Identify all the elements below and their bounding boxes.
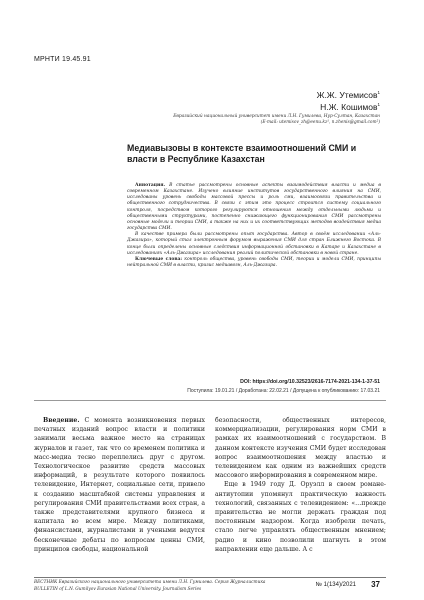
footer-divider [34, 577, 386, 578]
footer-line: ВЕСТНИК Евразийского национального университета имени Л.Н. Гумилева. Серия Журналистика [34, 580, 266, 585]
body-paragraph [215, 480, 386, 554]
body-column-right [215, 416, 386, 554]
doi-link[interactable]: DOI: https://doi.org/10.32523/2616-7174-2021-134-1-37-51 [240, 379, 380, 385]
author-2: Н.Ж. Кошимов$^1$ [320, 101, 380, 112]
issue-number: № 1(134)/2021 [315, 582, 356, 588]
abstract-label: Аннотация. [135, 183, 166, 188]
section-divider [34, 400, 386, 401]
title-line: Медиавызовы в контексте взаимоотношений СМИ и [127, 143, 357, 153]
authors-block [317, 88, 380, 112]
abstract-text: В качестве примера были рассмотрены опыт государства. Автор в своём исследовании «Аль-Джазира», который стал электронным форумом выражения СМИ для стран Ближнего Востока. В конце были определены основные следствия информационной обстановки в Катаре и Казахстане в исследованиях «Аль-Джазира» исследования реалий политической обстановки в новой стране. [127, 232, 381, 256]
body-text: Еще в 1949 году Д. Оруэлл в своем романе-антиутопии упомянул практическую важность технологий, связанных с телевидением: «…прежде правительства не могли держать граждан под постоянным надзором. Когда изобрели печать, стало легче управлять общественным мнением; радио и кино позволили шагнуть в этом направлении еще дальше. А с [215, 481, 386, 553]
affiliation-line: Евразийский национальный университет имени Л.Н. Гумилева, Нур-Султан, Казахстан [173, 114, 380, 119]
body-paragraph [215, 416, 386, 480]
page-number: 37 [371, 580, 380, 589]
mrnti-code: МРНТИ 19.45.91 [34, 56, 91, 63]
abstract-paragraph [127, 232, 381, 257]
body-paragraph [34, 416, 205, 554]
abstract [127, 183, 381, 269]
keywords [127, 257, 381, 269]
article-dates: Поступила: 19.01.21 / Доработана: 22.02.21 / Допущена к опубликованию: 17.03.21 [187, 388, 380, 394]
journal-footer [34, 580, 334, 593]
abstract-text: В статье рассмотрены основные аспекты взаимодействия власти и медиа в современном Казахстане. Изучено влияние институтов государственного влияния на СМИ, исследованы уровень свободы массовой прессы и роль сми, взаимосвязи правительства и общественного сотрудничества. В связи с этим это процесс строится систему социального контроля, посредством которого регулируются отношения между отдельными людьми и общественными структурами, постепенно снижающего функционирования СМИ рассмотрены основные модели и теории СМИ, а также на них и их соответствующих методов воздействия медиа государства СМИ. [127, 183, 381, 232]
footer-line: BULLETIN of L.N. Gumilyov Eurasian National University. Journalism Series [34, 586, 202, 592]
title-line: власти в Республике Казахстан [127, 154, 265, 164]
keywords-text: контроль общества, уровень свободы СМИ, теории и модели СМИ, принципы нейтральной СМИ в власти, кризис медиавозн, Аль-Джазира. [127, 256, 381, 269]
body-column-left [34, 416, 205, 554]
intro-label: Введение. [43, 417, 80, 424]
affiliation [50, 114, 380, 126]
article-title [127, 143, 387, 165]
author-1: Ж.Ж. Утемисов$^1$ [316, 89, 380, 100]
keywords-label: Ключевые слова: [135, 256, 182, 262]
abstract-paragraph [127, 183, 381, 232]
body-text: безопасности, общественных интересов, коммерциализации, регулирования норм СМИ в рамках их взаимоотношений с государством. В данном контексте изучения СМИ будет исследован вопрос взаимоотношения между властью и телевидением как одним из важнейших средств массового информирования в современном мире. [215, 417, 386, 480]
affiliation-email: (E-mail: utemisov_zh@eenu.kz¹, n.zhenis@gmail.com²) [260, 120, 380, 125]
body-text: С момента возникновения первых печатных изданий вопрос власти и политики занимали весьма важное место на страницах журналов и газет, так что со временем политика и масс-медиа тесно переплелись друг с другом. Технологическое развитие средств массовых информаций, в результате которого появилось телевидение, Интернет, социальные сети, привело к созданию масштабной системы управления и регулирования СМИ правительствами всех стран, а также представителями крупного бизнеса и капитала во всем мире. Между политиками, финансистами, журналистами и учеными ведутся бесконечные дебаты по вопросам ценны СМИ, принципов свободы, национальной [34, 417, 205, 553]
